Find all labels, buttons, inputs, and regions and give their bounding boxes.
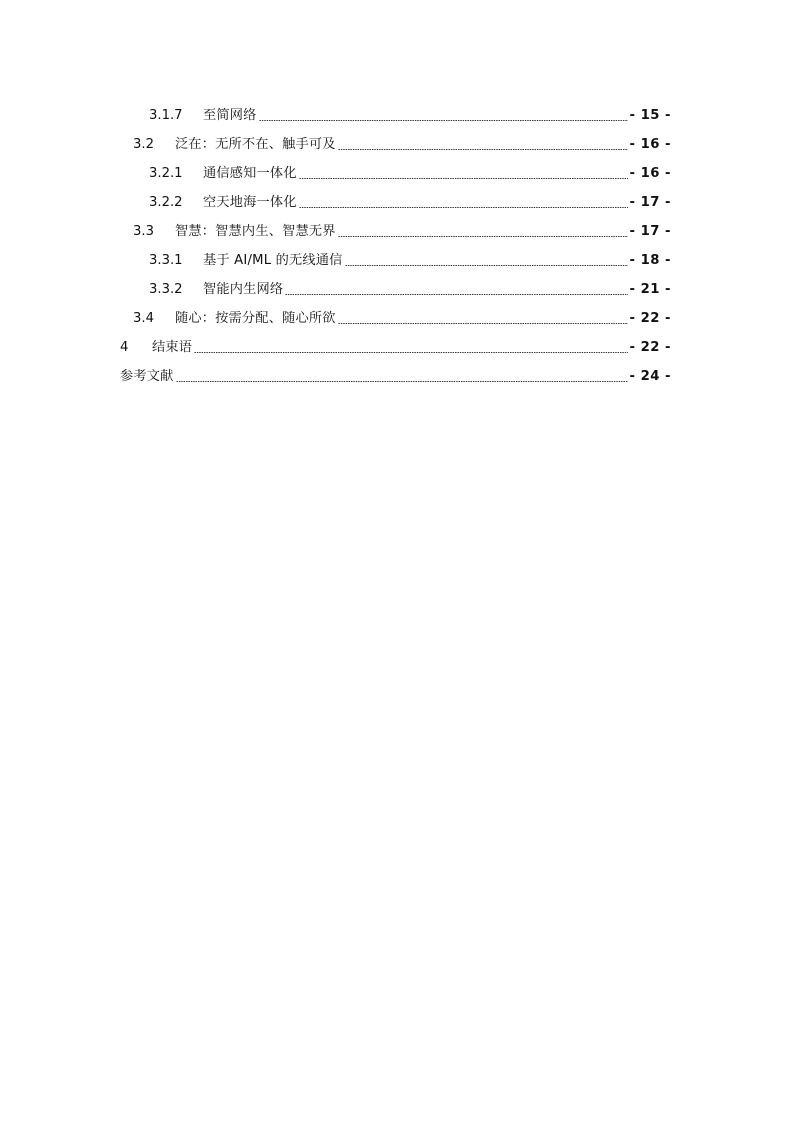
toc-entry-page: - 16 - (629, 137, 671, 152)
dot-leader (338, 149, 628, 150)
toc-entry-page: - 15 - (629, 108, 671, 123)
toc-entry-number: 3.4 (133, 311, 154, 326)
toc-entry-3-2[interactable] (120, 130, 671, 159)
toc-entry-number: 3.2 (133, 137, 154, 152)
dot-leader (299, 178, 628, 179)
toc-entry-3-2-1[interactable] (120, 159, 671, 188)
dot-leader (299, 207, 628, 208)
toc-entry-number: 3.3 (133, 224, 154, 239)
toc-entry-title: 泛在：无所不在、触手可及 (175, 137, 336, 152)
dot-leader (194, 352, 627, 353)
toc-entry-number: 3.2.1 (149, 166, 183, 181)
dot-leader (176, 381, 628, 382)
toc-entry-3-1-7[interactable] (120, 101, 671, 130)
toc-entry-3-4[interactable] (120, 304, 671, 333)
toc-entry-title: 基于 AI/ML 的无线通信 (203, 253, 343, 268)
toc-entry-page: - 22 - (629, 340, 671, 355)
dot-leader (259, 120, 628, 121)
toc-entry-page: - 18 - (629, 253, 671, 268)
toc-entry-page: - 24 - (629, 369, 671, 384)
toc-entry-page: - 22 - (629, 311, 671, 326)
toc-entry-3-3-1[interactable] (120, 246, 671, 275)
toc-entry-title: 随心：按需分配、随心所欲 (175, 311, 336, 326)
dot-leader (285, 294, 627, 295)
toc-entry-page: - 17 - (629, 195, 671, 210)
toc-entry-number: 3.2.2 (149, 195, 183, 210)
toc-entry-references[interactable] (120, 362, 671, 391)
toc-entry-title: 智慧：智慧内生、智慧无界 (175, 224, 336, 239)
toc-entry-number: 3.3.1 (149, 253, 183, 268)
table-of-contents (120, 101, 671, 391)
dot-leader (338, 323, 628, 324)
toc-entry-number: 4 (120, 340, 129, 355)
toc-entry-title: 通信感知一体化 (203, 166, 297, 181)
toc-entry-3-2-2[interactable] (120, 188, 671, 217)
dot-leader (345, 265, 628, 266)
toc-entry-4[interactable] (120, 333, 671, 362)
toc-entry-page: - 21 - (629, 282, 671, 297)
toc-entry-page: - 16 - (629, 166, 671, 181)
toc-entry-page: - 17 - (629, 224, 671, 239)
toc-entry-3-3[interactable] (120, 217, 671, 246)
toc-entry-number: 3.3.2 (149, 282, 183, 297)
toc-entry-title: 至简网络 (203, 108, 257, 123)
toc-entry-number: 3.1.7 (149, 108, 183, 123)
toc-entry-title: 参考文献 (120, 369, 174, 384)
dot-leader (338, 236, 628, 237)
toc-entry-3-3-2[interactable] (120, 275, 671, 304)
toc-entry-title: 空天地海一体化 (203, 195, 297, 210)
toc-entry-title: 智能内生网络 (203, 282, 284, 297)
toc-entry-title: 结束语 (152, 340, 193, 355)
